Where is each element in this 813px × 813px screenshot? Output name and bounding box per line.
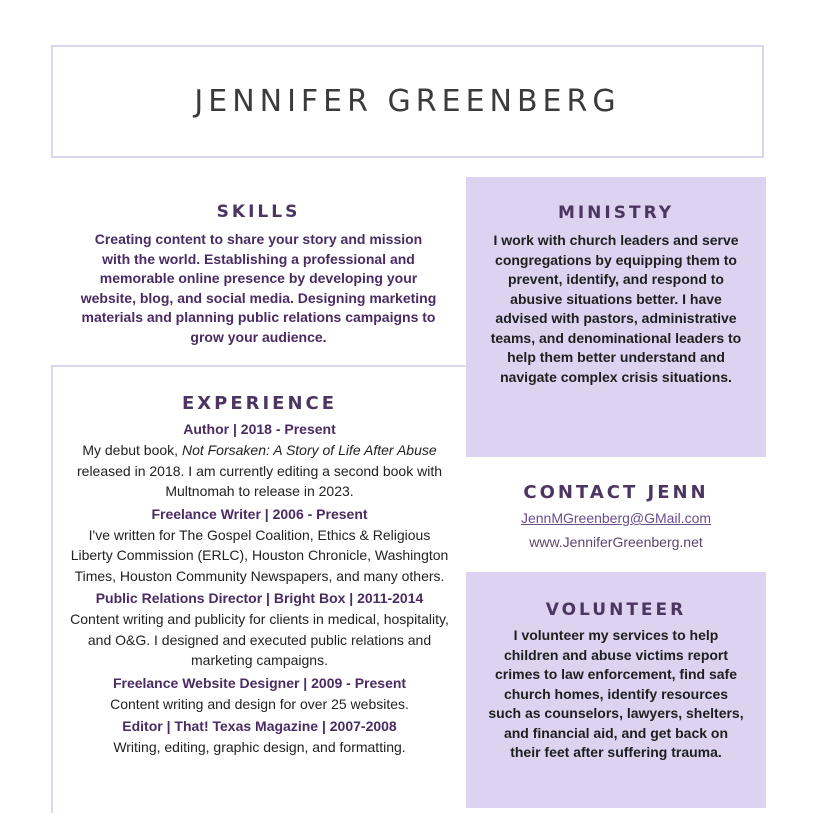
book-title: Not Forsaken: A Story of Life After Abuse: [181, 442, 437, 458]
experience-section: [51, 365, 466, 813]
ministry-heading: MINISTRY: [557, 203, 675, 223]
job-title: Freelance Writer | 2006 - Present: [151, 505, 368, 522]
experience-heading: EXPERIENCE: [181, 393, 338, 414]
job-title: Public Relations Director | Bright Box | 2011-2014: [95, 590, 424, 606]
contact-section: [466, 470, 766, 565]
ministry-text: I work with church leaders and serve congregations by equipping them to prevent, identify, and respond to abusive situations better. I have advised with pastors, administrative teams, and denominational leaders to help them better understand and navigate complex crisis situations.: [490, 232, 742, 385]
volunteer-text: I volunteer my services to help children and abuse victims report crimes to law enforcement, find safe church homes, identify resources such as counselors, lawyers, shelters, and financial aid, and get back on their feet after suffering trauma.: [488, 627, 744, 760]
name-header: [51, 45, 764, 158]
job-title: Author | 2018 - Present: [183, 421, 336, 437]
website-text: www.JenniferGreenberg.net: [529, 534, 703, 550]
job-description: I've written for The Gospel Coalition, Ethics & Religious Liberty Commission (ERLC), Houston Chronicle, Washington Times, Houston Community Newspapers, and many others.: [70, 526, 449, 584]
job-description: My debut book, Not Forsaken: A Story of Life After Abuse released in 2018. I am currently editing a second book with Multnomah to release in 2023.: [77, 442, 442, 499]
ministry-section: [466, 177, 766, 457]
skills-section: [51, 202, 466, 347]
volunteer-section: [466, 572, 766, 808]
page-title: JENNIFER GREENBERG: [194, 84, 621, 119]
job-title: Freelance Website Designer | 2009 - Present: [112, 674, 407, 691]
contact-heading: CONTACT JENN: [523, 482, 709, 503]
skills-text: Creating content to share your story and mission with the world. Establishing a professional and memorable online presence by developing your website, blog, and social media. Designing marketing materials and planning public relations campaigns to grow your audience.: [80, 231, 437, 345]
job-description: Content writing and publicity for clients in medical, hospitality, and O&G. I designed and executed public relations and marketing campaigns.: [70, 611, 449, 668]
job-description: Writing, editing, graphic design, and formatting.: [113, 739, 406, 755]
email-link[interactable]: JennMGreenberg@GMail.com: [520, 510, 712, 526]
job-description: Content writing and design for over 25 websites.: [110, 695, 409, 712]
skills-heading: SKILLS: [216, 202, 301, 222]
volunteer-heading: VOLUNTEER: [545, 600, 687, 620]
job-title: Editor | That! Texas Magazine | 2007-2008: [122, 718, 397, 734]
